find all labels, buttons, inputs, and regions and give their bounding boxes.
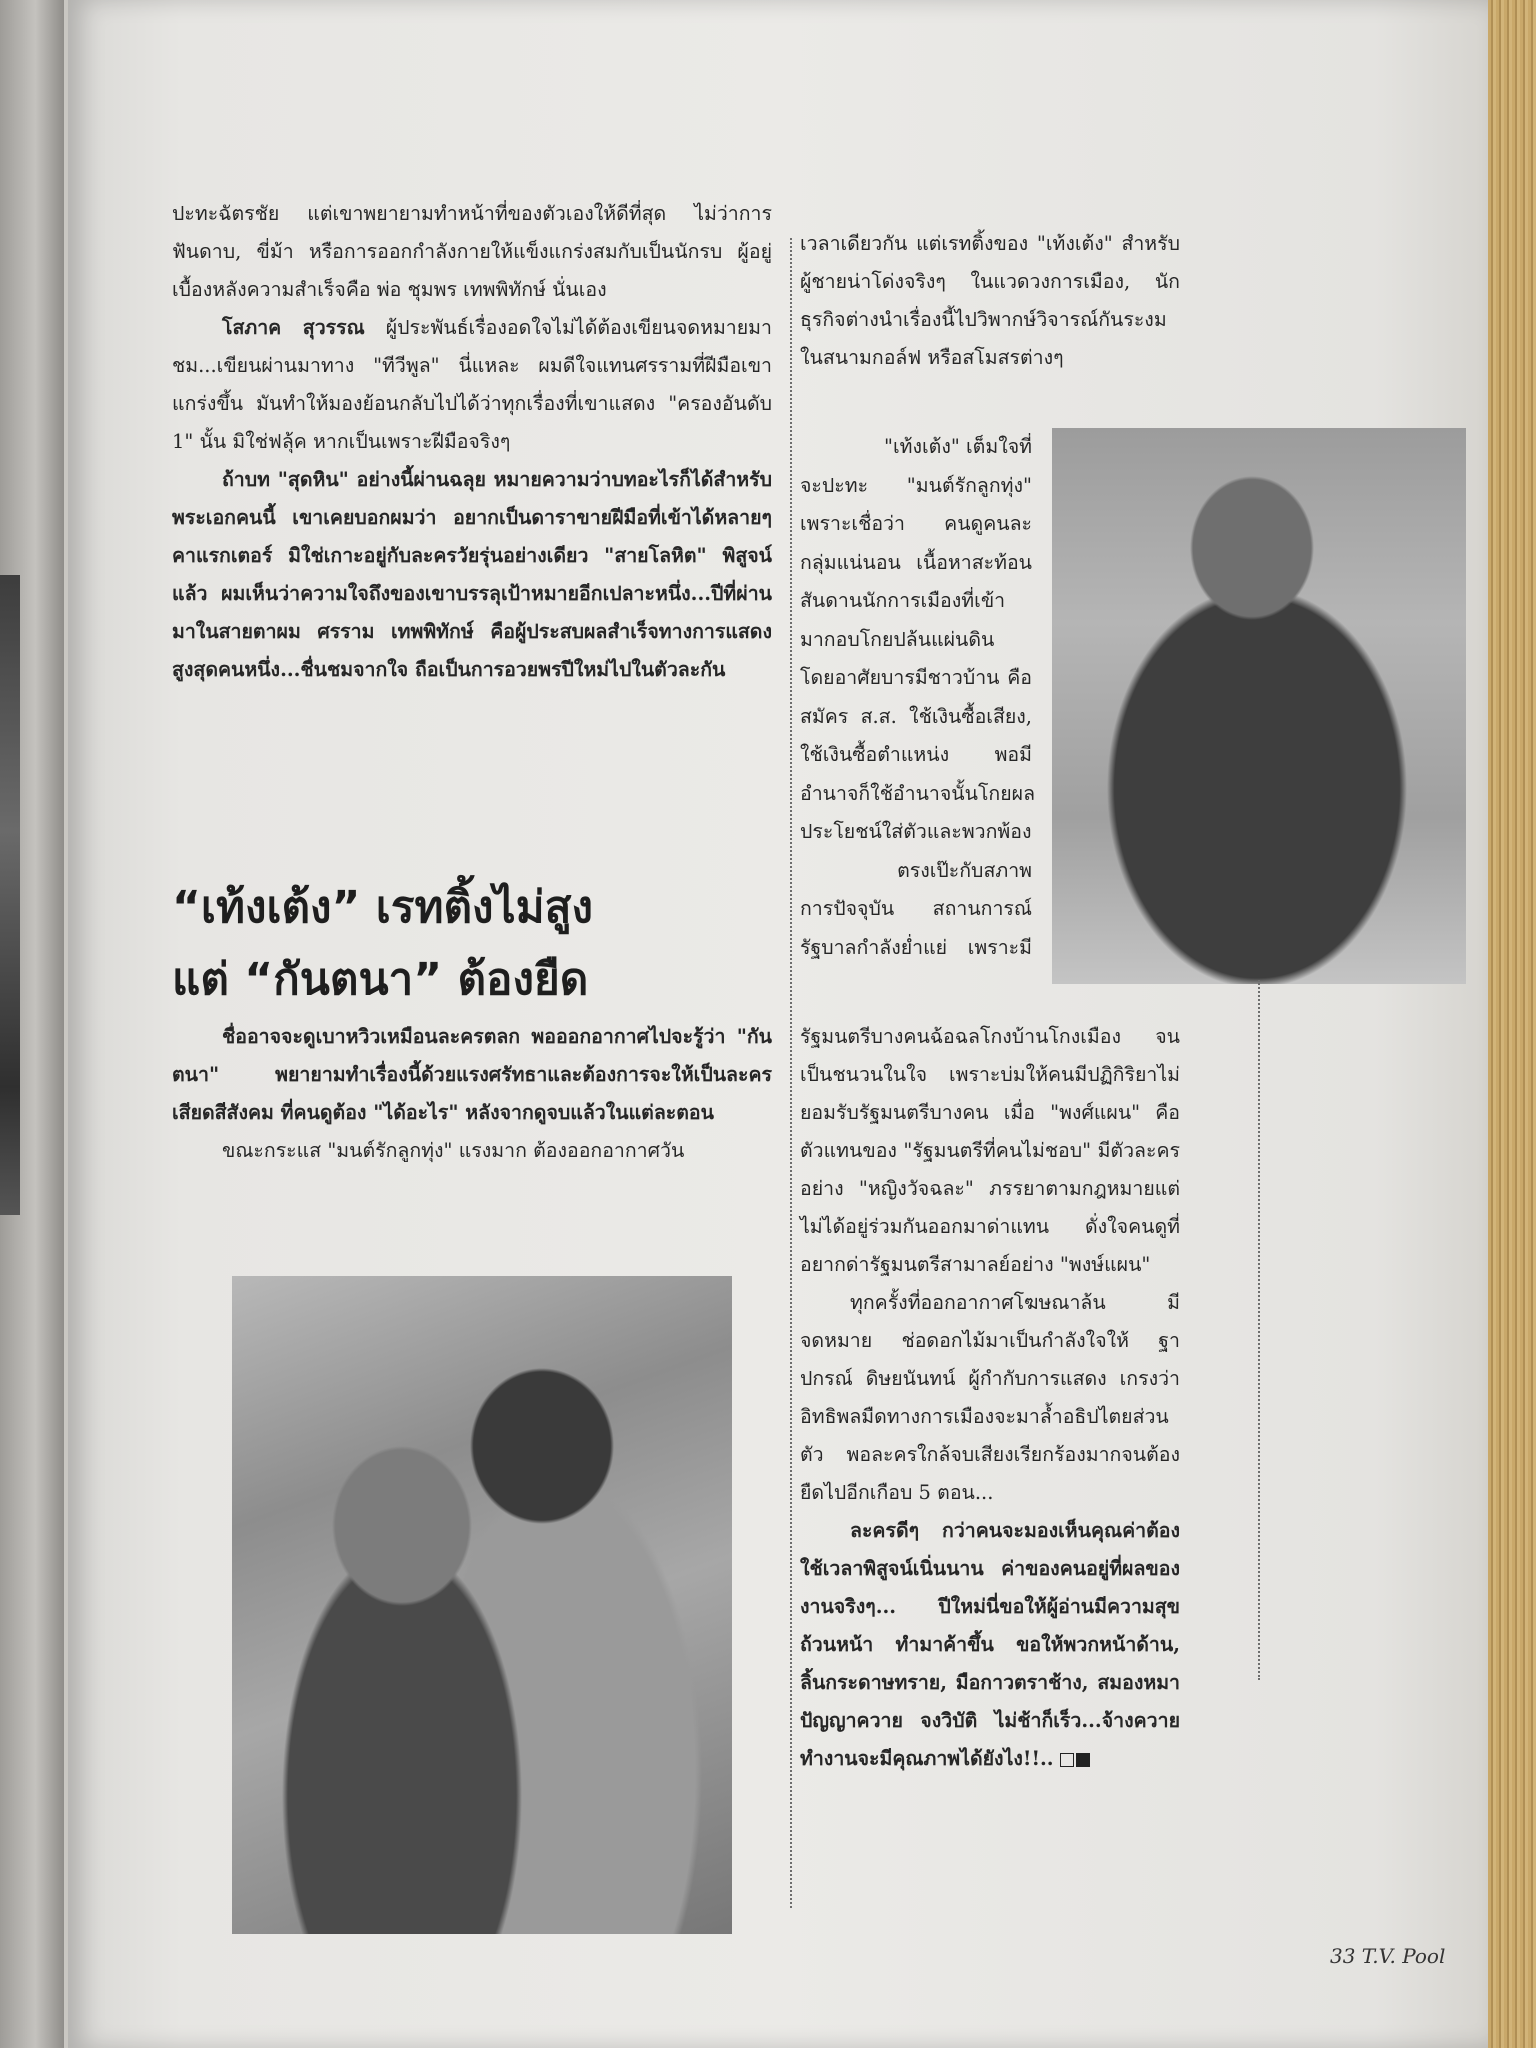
right-column-top — [800, 225, 1180, 377]
column-divider — [790, 238, 792, 1908]
couple-photo — [232, 1276, 732, 1934]
paragraph-2-text: ผู้ประพันธ์เรื่องอดใจไม่ได้ต้องเขียนจดหมายมาชม...เขียนผ่านมาทาง "ทีวีพูล" นี่แหละ ผมดีใจแทนศรรามที่ฝีมือเขาแกร่งขึ้น มันทำให้มองย้อนกลับไปได้ว่าทุกเรื่องที่เขาแสดง "ครองอันดับ 1" นั้น มิใช่ฟลุ้ค หากเป็นเพราะฝีมือจริงๆ — [172, 316, 772, 453]
left-column-text-2 — [172, 1018, 772, 1170]
right-paragraph-2: รัฐมนตรีบางคนฉ้อฉลโกงบ้านโกงเมือง จนเป็นชนวนในใจ เพราะบ่มให้คนมีปฏิกิริยาไม่ยอมรับรัฐมนตรีบางคน เมื่อ "พงศ์แผน" คือตัวแทนของ "รัฐมนตรีที่คนไม่ชอบ" มีตัวละครอย่าง "หญิงวัจฉละ" ภรรยาตามกฎหมายแต่ไม่ได้อยู่ร่วมกันออกมาด่าแทน ดั่งใจคนดูที่อยากด่ารัฐมนตรีสามาลย์อย่าง "พงษ์แผน" — [800, 1025, 1180, 1276]
narrow-line: โดยอาศัยบารมีชาวบ้าน คือ — [800, 666, 1032, 689]
narrow-line: มากอบโกยปล้นแผ่นดิน — [800, 627, 995, 651]
closing-text: ละครดีๆ กว่าคนจะมองเห็นคุณค่าต้องใช้เวลาพิสูจน์เนิ่นนาน ค่าของคนอยู่ที่ผลของงานจริงๆ... ปีใหม่นี่ขอให้ผู้อ่านมีความสุขถ้วนหน้า ทำมาค้าขึ้น ขอให้พวกหน้าด้าน, ลิ้นกระดาษทราย, มือกาวตราช้าง, สมองหมาปัญญาควาย จงวิบัติ ไม่ช้าก็เร็ว...จ้างควายทำงานจะมีคุณภาพได้ยังไง!!.. — [800, 1519, 1180, 1770]
page-stack-edge — [1488, 0, 1536, 2048]
headline-line-1: “เท้งเต้ง” เรทติ้งไม่สูง — [172, 882, 593, 933]
right-paragraph-3: ทุกครั้งที่ออกอากาศโฆษณาล้น มีจดหมาย ช่อดอกไม้มาเป็นกำลังใจให้ ฐาปกรณ์ ดิษยนันทน์ ผู้กำกับการแสดง เกรงว่าอิทธิพลมืดทางการเมืองจะมาล้ำอธิปไตยส่วนตัว พอละครใกล้จบเสียงเรียกร้องมากจนต้องยืดไปอีกเกือบ 5 ตอน... — [800, 1291, 1180, 1504]
facing-page-photo — [0, 575, 20, 1215]
narrow-line: กลุ่มแน่นอน เนื้อหาสะท้อน — [800, 550, 1032, 574]
facing-page-edge — [0, 0, 64, 2048]
end-mark-icon — [1060, 1753, 1074, 1767]
right-column-narrow — [800, 428, 1036, 967]
narrow-line: เพราะเชื่อว่า คนดูคนละ — [800, 512, 1032, 535]
left-column-text — [172, 195, 772, 689]
right-column-bottom — [800, 1018, 1180, 1778]
column-divider-right — [1258, 980, 1260, 1680]
paragraph-1: ปะทะฉัตรชัย แต่เขาพยายามทำหน้าที่ของตัวเองให้ดีที่สุด ไม่ว่าการฟันดาบ, ขี่ม้า หรือการออกกำลังกายให้แข็งแกร่งสมกับเป็นนักรบ ผู้อยู่เบื้องหลังความสำเร็จคือ พ่อ ชุมพร เทพพิทักษ์ นั่นเอง — [172, 202, 772, 301]
narrow-line: ใช้เงินซื้อตำแหน่ง พอมี — [800, 743, 1032, 766]
narrow-line: ประโยชน์ใส่ตัวและพวกพ้อง — [800, 820, 1032, 843]
man-photo — [1052, 428, 1466, 984]
end-mark-filled-icon — [1076, 1753, 1090, 1767]
page-footer: 33 T.V. Pool — [1330, 1944, 1446, 1968]
narrow-line: สมัคร ส.ส. ใช้เงินซื้อเสียง, — [800, 704, 1032, 728]
closing-paragraph — [800, 1512, 1180, 1778]
narrow-line: ตรงเป๊ะกับสภาพ — [897, 858, 1032, 882]
right-paragraph-1: เวลาเดียวกัน แต่เรทติ้งของ "เท้งเต้ง" สำหรับผู้ชายน่าโด่งจริงๆ ในแวดวงการเมือง, นักธุรกิจต่างนำเรื่องนี้ไปวิพากษ์วิจารณ์กันระงมในสนามกอล์ฟ หรือสโมสรต่างๆ — [800, 232, 1180, 369]
narrow-line: จะปะทะ "มนต์รักลูกทุ่ง" — [800, 473, 1032, 497]
article-headline — [172, 872, 792, 1016]
paragraph-3: ถ้าบท "สุดหิน" อย่างนี้ผ่านฉลุย หมายความว่าบทอะไรก็ได้สำหรับพระเอกคนนี้ เขาเคยบอกผมว่า อยากเป็นดาราขายฝีมือที่เข้าได้หลายๆ คาแรกเตอร์ มิใช่เกาะอยู่กับละครวัยรุ่นอย่างเดียว "สายโลหิต" พิสูจน์แล้ว ผมเห็นว่าความใจถึงของเขาบรรลุเป้าหมายอีกเปลาะหนึ่ง...ปีที่ผ่านมาในสายตาผม ศรราม เทพพิทักษ์ คือผู้ประสบผลสำเร็จทางการแสดงสูงสุดคนหนึ่ง...ชื่นชมจากใจ ถือเป็นการอวยพรปีใหม่ไปในตัวละกัน — [172, 468, 772, 681]
paragraph-2 — [172, 309, 772, 461]
narrow-line: สันดานนักการเมืองที่เข้า — [800, 589, 1006, 612]
narrow-line: การปัจจุบัน สถานการณ์ — [800, 897, 1032, 920]
narrow-line: รัฐบาลกำลังย่ำแย่ เพราะมี — [800, 935, 1032, 959]
headline-line-2: แต่ “กันตนา” ต้องยืด — [172, 954, 589, 1005]
narrow-line: "เท้งเต้ง" เต็มใจที่ — [883, 435, 1032, 458]
narrow-line: อำนาจก็ใช้อำนาจนั้นโกยผล — [800, 781, 1036, 805]
author-name: โสภาค สุวรรณ — [222, 316, 365, 339]
intro-paragraph: ชื่ออาจจะดูเบาหวิวเหมือนละครตลก พอออกอากาศไปจะรู้ว่า "กันตนา" พยายามทำเรื่องนี้ด้วยแรงศรัทธาและต้องการจะให้เป็นละครเสียดสีสังคม ที่คนดูต้อง "ได้อะไร" หลังจากดูจบแล้วในแต่ละตอน — [172, 1025, 772, 1124]
continuing-paragraph: ขณะกระแส "มนต์รักลูกทุ่ง" แรงมาก ต้องออกอากาศวัน — [222, 1139, 685, 1162]
